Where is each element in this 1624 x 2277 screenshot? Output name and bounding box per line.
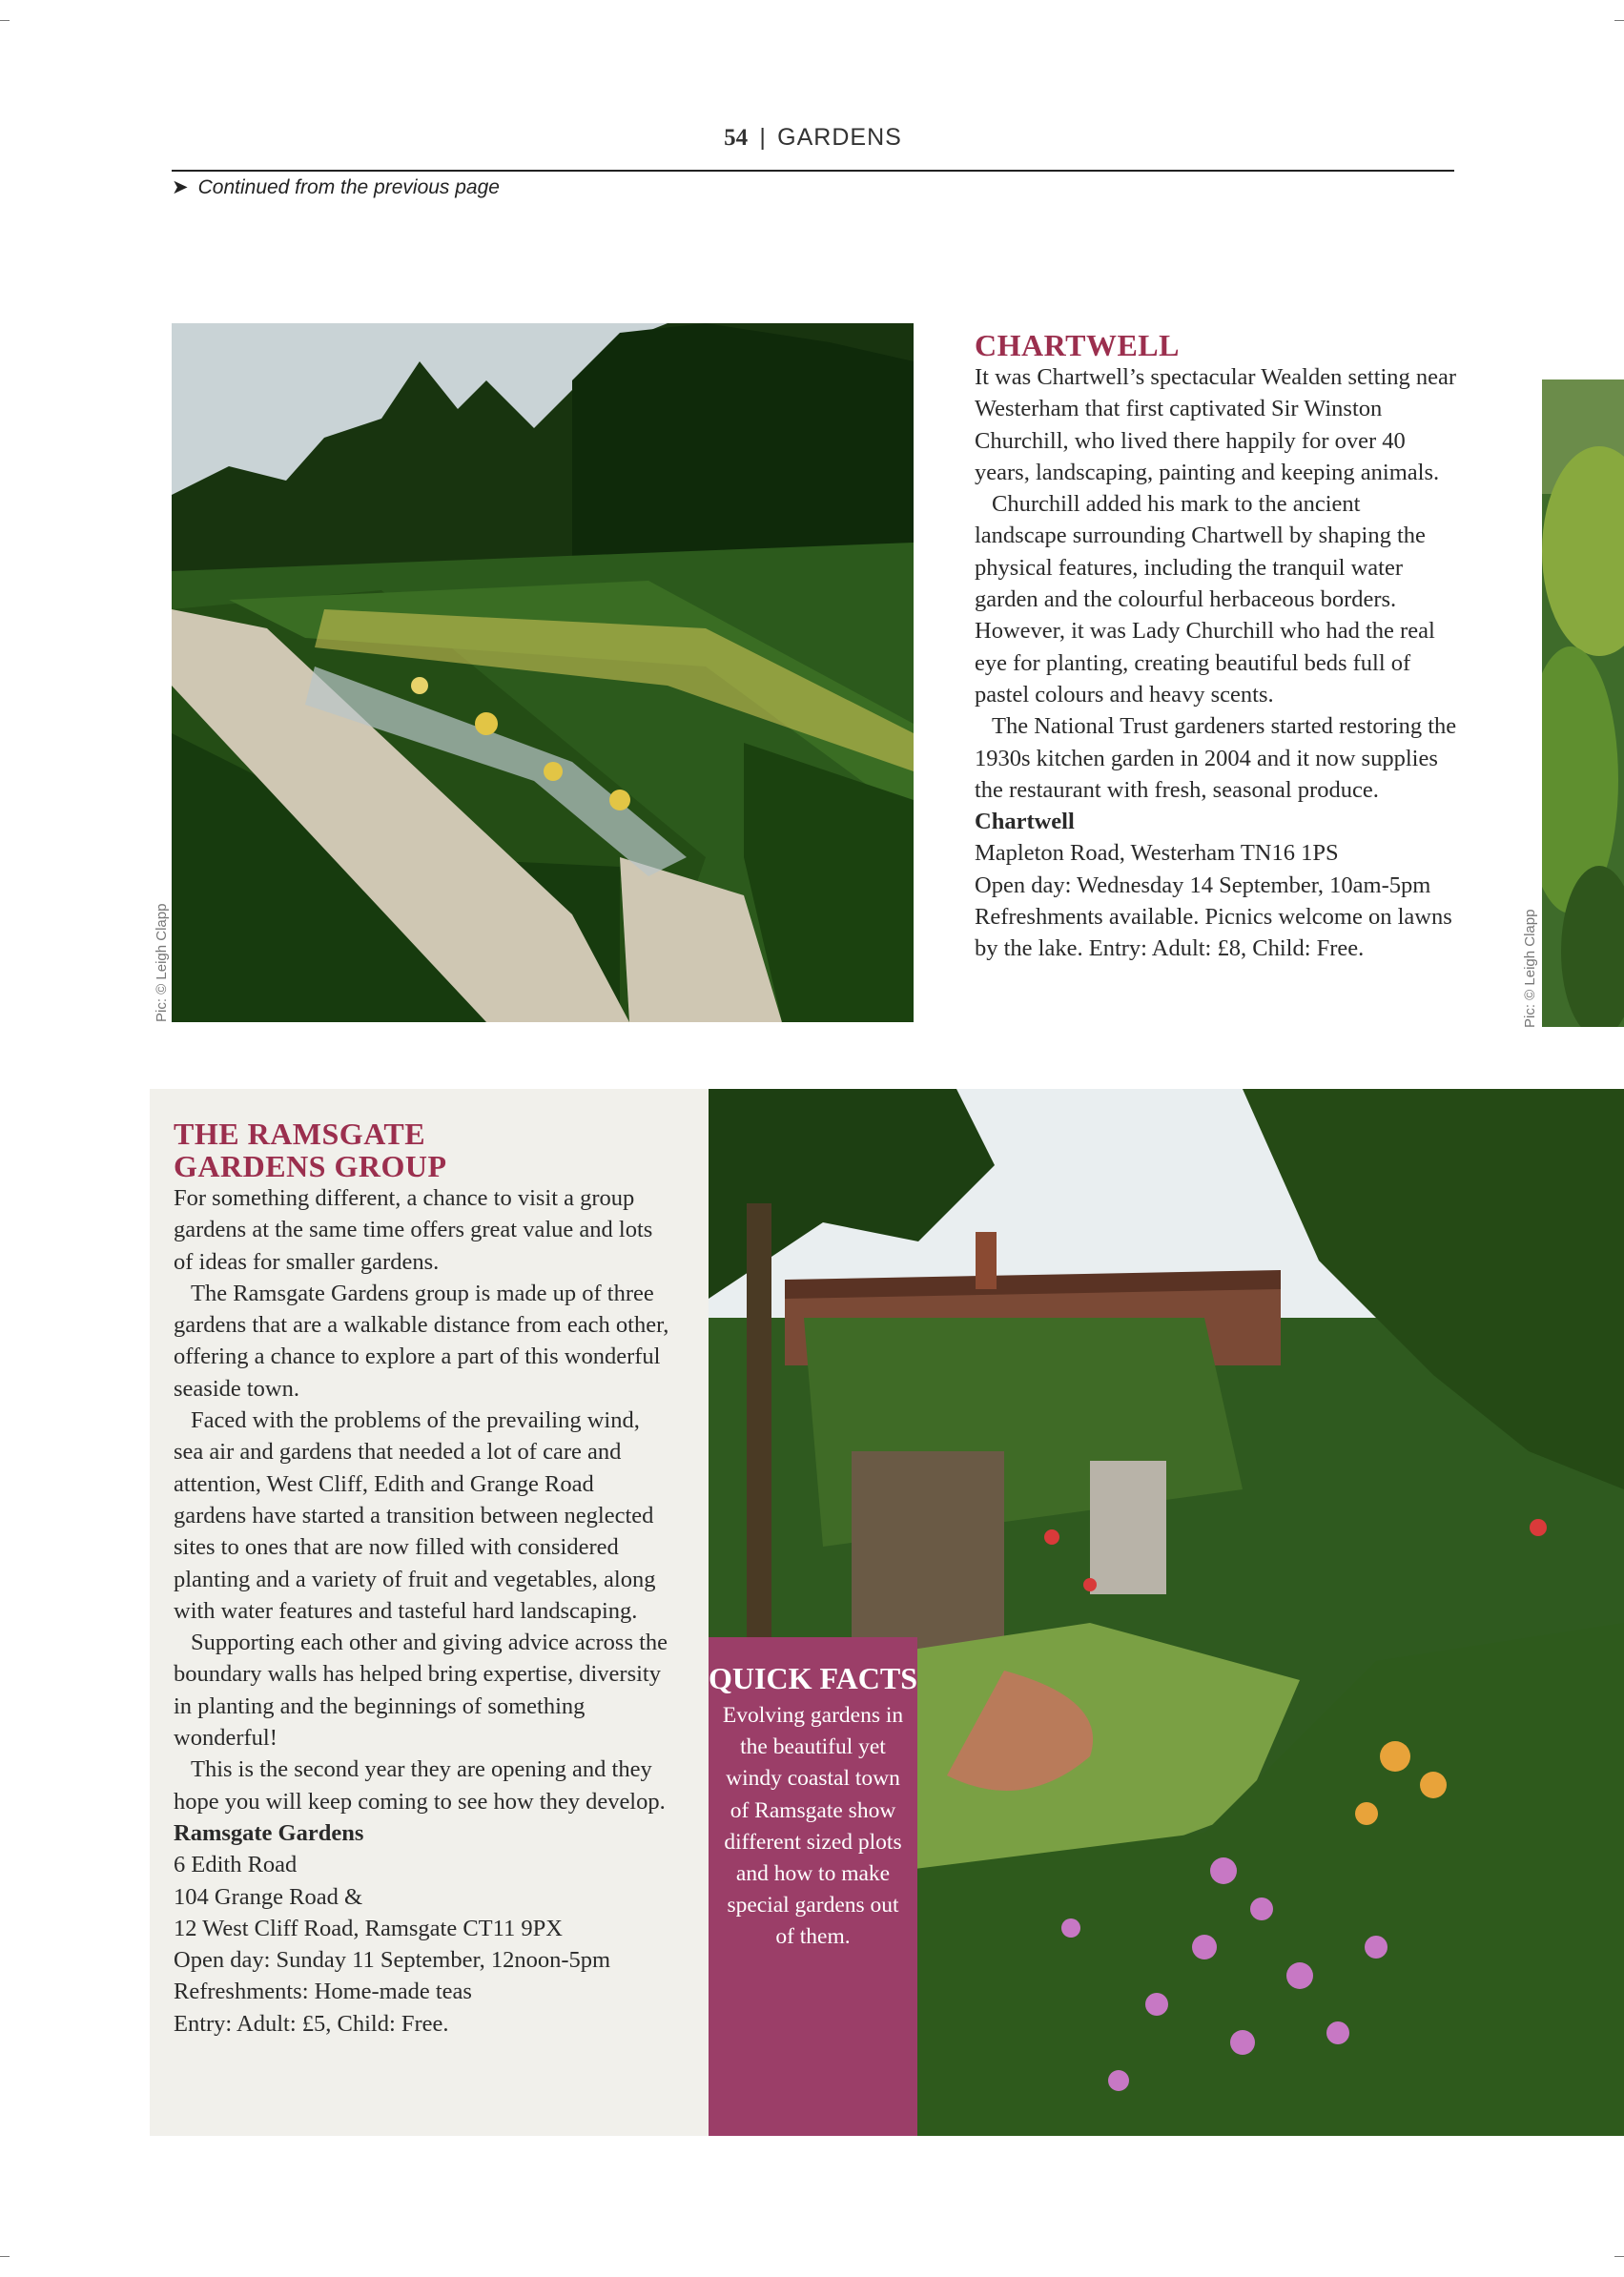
page-header — [172, 122, 1454, 172]
quick-facts-title: QUICK FACTS — [709, 1661, 917, 1695]
photo-credit: Pic: © Leigh Clapp — [154, 903, 170, 1022]
chartwell-paragraph: Churchill added his mark to the ancient landscape surrounding Chartwell by shaping the physical features, including the tranquil water garden and the colourful herbaceous borders. However, it was Lady Churchill who had the real eye for planting, creating beautiful beds full of pastel colours and heavy scents. — [975, 491, 1435, 708]
chartwell-garden-photo — [172, 323, 914, 1022]
continued-text: Continued from the previous page — [197, 176, 500, 198]
ramsgate-address-line: 6 Edith Road — [174, 1852, 298, 1878]
chartwell-paragraph: It was Chartwell’s spectacular Wealden setting near Westerham that first captivated Sir Winston Churchill, who lived there happily for over 40 years, landscaping, painting and keeping animals. — [975, 364, 1457, 485]
quick-facts-box — [709, 1637, 917, 2136]
continued-note — [172, 175, 500, 199]
ramsgate-paragraph: For something different, a chance to visit a group gardens at the same time offers great value and lots of ideas for smaller gardens. — [174, 1185, 653, 1275]
section-title: GARDENS — [777, 124, 902, 151]
ramsgate-paragraph: Supporting each other and giving advice across the boundary walls has helped bring expertise, diversity in planting and the beginnings of something wonderful! — [174, 1630, 668, 1752]
arrow-icon: ➤ — [172, 176, 189, 198]
ramsgate-refreshments: Refreshments: Home-made teas — [174, 1979, 472, 2005]
ramsgate-article — [174, 1118, 669, 2040]
chartwell-open-day: Open day: Wednesday 14 September, 10am-5pm — [975, 872, 1431, 898]
ramsgate-venue-name: Ramsgate Gardens — [174, 1819, 364, 1846]
crop-mark — [1614, 20, 1624, 21]
page-number: 54 — [724, 125, 749, 151]
chartwell-address: Mapleton Road, Westerham TN16 1PS — [975, 840, 1339, 867]
crop-mark — [1614, 2256, 1624, 2257]
ramsgate-paragraph: Faced with the problems of the prevailing wind, sea air and gardens that needed a lot of care and attention, West Cliff, Edith and Grange Road gardens have started a transition between neglected sites to ones that are now filled with considered planting and a variety of fruit and vegetables, along with water features and tasteful hard landscaping. — [174, 1407, 656, 1624]
quick-facts-text: Evolving gardens in the beautiful yet windy coastal town of Ramsgate show different sized plots and how to make special gardens out of them. — [722, 1703, 904, 1950]
chartwell-paragraph: The National Trust gardeners started restoring the 1930s kitchen garden in 2004 and it now supplies the restaurant with fresh, seasonal produce. — [975, 713, 1457, 803]
ramsgate-address-line: 12 West Cliff Road, Ramsgate CT11 9PX — [174, 1915, 563, 1941]
ramsgate-entry: Entry: Adult: £5, Child: Free. — [174, 2010, 449, 2037]
ramsgate-paragraph: This is the second year they are opening and they hope you will keep coming to see how they develop. — [174, 1756, 666, 1815]
crop-mark — [0, 20, 10, 21]
ramsgate-address-line: 104 Grange Road & — [174, 1883, 362, 1910]
chartwell-article — [975, 329, 1457, 965]
crop-mark — [0, 2256, 10, 2257]
photo-credit: Pic: © Leigh Clapp — [1522, 909, 1538, 1028]
chartwell-title: CHARTWELL — [975, 328, 1180, 362]
header-separator: | — [759, 124, 766, 151]
ramsgate-title: THE RAMSGATE GARDENS GROUP — [174, 1117, 447, 1183]
ramsgate-open-day: Open day: Sunday 11 September, 12noon-5pm — [174, 1947, 611, 1974]
ramsgate-paragraph: The Ramsgate Gardens group is made up of three gardens that are a walkable distance from each other, offering a chance to explore a part of this wonderful seaside town. — [174, 1280, 669, 1402]
chartwell-venue-name: Chartwell — [975, 809, 1075, 835]
bleed-garden-photo — [1542, 380, 1624, 1027]
chartwell-refreshments: Refreshments available. Picnics welcome on lawns by the lake. Entry: Adult: £8, Child: Free. — [975, 904, 1452, 962]
